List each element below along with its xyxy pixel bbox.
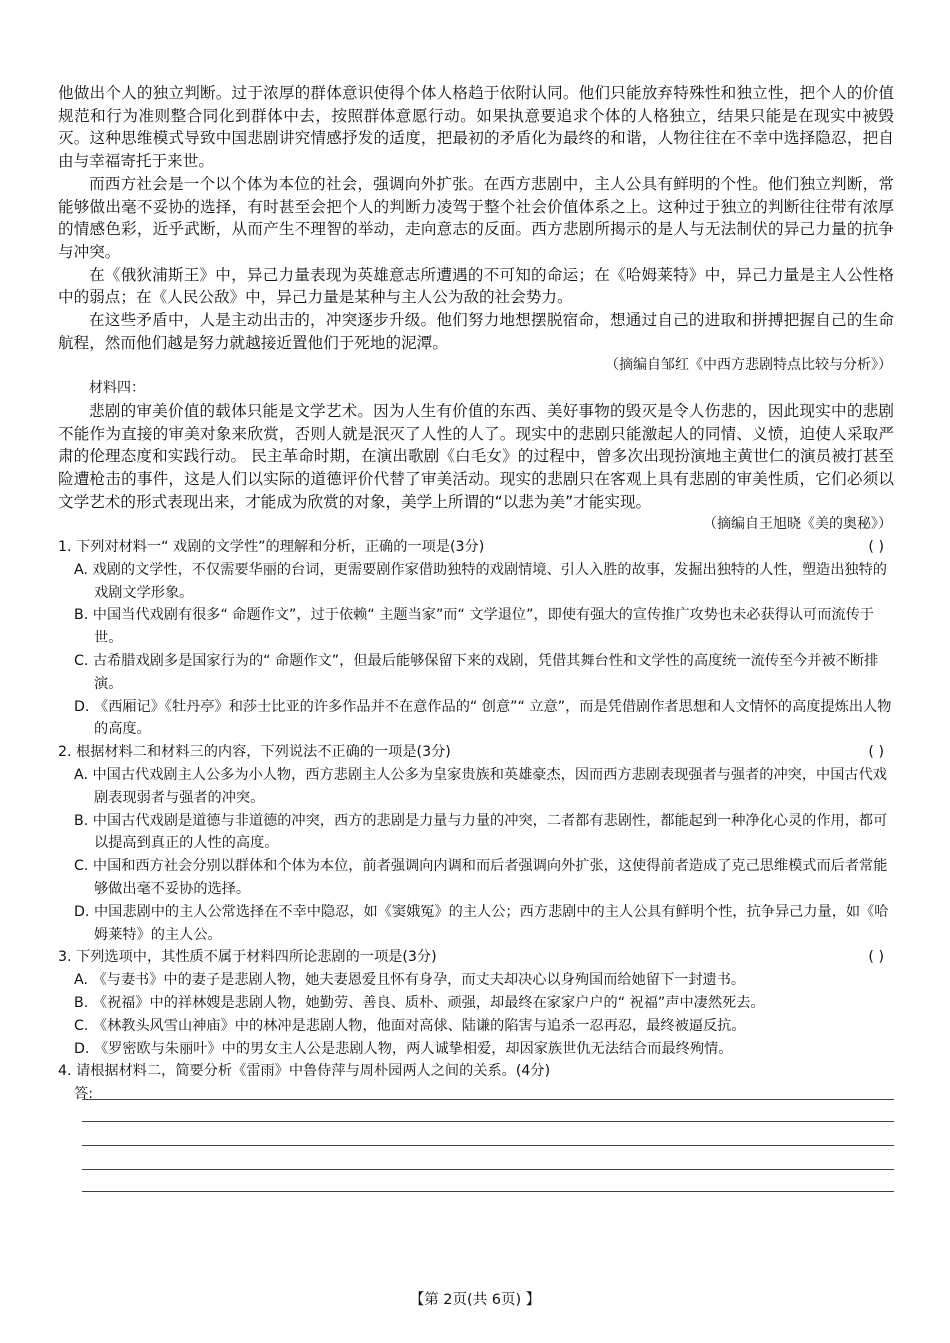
answer-bracket[interactable]: ( ) [868, 744, 884, 761]
option-d[interactable]: D. 中国悲剧中的主人公常选择在不幸中隐忍，如《窦娥冤》的主人公；西方悲剧中的主人公具有鲜明个性，抗争异己力量，如《哈姆莱特》的主人公。 [74, 903, 889, 943]
option-d[interactable]: D. 《西厢记》《牡丹亭》和莎士比亚的许多作品并不在意作品的“ 创意”“ 立意”，而是凭借剧作者思想和人文情怀的高度提炼出人物的高度。 [74, 698, 892, 738]
passage-paragraph-1: 他做出个人的独立判断。过于浓厚的群体意识使得个体人格趋于依附认同。他们只能放弃特殊性和独立性，把个人的价值规范和行为准则整合同化到群体中去，按照群体意愿行动。如果执意要追求个体的人格独立，结果只能是在现实中被毁灭。这种思维模式导致中国悲剧讲究情感抒发的适度，把最初的矛盾化为最终的和谐，人物往往在不幸中选择隐忍，把自由与幸福寄托于来世。 [58, 84, 894, 171]
passage-paragraph-4: 在这些矛盾中，人是主动出击的，冲突逐步升级。他们努力地想摆脱宿命，想通过自己的进取和拼搏把握自己的生命航程，然而他们越是努力就越接近置他们于死地的泥潭。 [58, 311, 894, 352]
answer-line[interactable] [82, 1191, 894, 1192]
option-a[interactable]: A. 中国古代戏剧主人公多为小人物，西方悲剧主人公多为皇家贵族和英雄豪杰，因而西方悲剧表现强者与强者的冲突，中国古代戏剧表现弱者与强者的冲突。 [74, 767, 887, 806]
page-footer: 【第 2页(共 6页) 】 [409, 1292, 541, 1308]
question-stem: 1. 下列对材料一“ 戏剧的文学性”的理解和分析，正确的一项是(3分) [58, 539, 485, 556]
option-b[interactable]: B. 中国古代戏剧是道德与非道德的冲突，西方的悲剧是力量与力量的冲突，二者都有悲剧性，都能起到一种净化心灵的作用，都可以提高到真正的人性的高度。 [74, 812, 888, 852]
material-four-label: 材料四： [89, 380, 145, 397]
answer-line[interactable] [82, 1121, 894, 1122]
answer-area[interactable] [58, 1083, 894, 1193]
option-b[interactable]: B. 《祝福》中的祥林嫂是悲剧人物，她勤劳、善良、质朴、顽强，却最终在家家户户的“ 祝福”声中凄然死去。 [74, 995, 765, 1011]
answer-line[interactable] [82, 1145, 894, 1146]
source-citation-4: （摘编自王旭晓《美的奥秘》） [703, 516, 892, 533]
question-1 [58, 536, 894, 741]
answer-bracket[interactable]: ( ) [868, 949, 884, 966]
exam-page [58, 82, 894, 1193]
option-d[interactable]: D. 《罗密欧与朱丽叶》中的男女主人公是悲剧人物，两人诚挚相爱，却因家族世仇无法结合而最终殉情。 [74, 1040, 733, 1057]
question-4 [58, 1060, 894, 1193]
question-stem: 2. 根据材料二和材料三的内容，下列说法不正确的一项是(3分) [58, 744, 451, 761]
answer-line[interactable] [82, 1099, 894, 1100]
option-c[interactable]: C. 古希腊戏剧多是国家行为的“ 命题作文”，但最后能够保留下来的戏剧，凭借其舞台性和文学性的高度统一流传至今并被不断排演。 [74, 653, 879, 692]
source-citation-3: （摘编自邹红《中西方悲剧特点比较与分析》） [605, 357, 892, 374]
question-stem: 4. 请根据材料二，简要分析《雷雨》中鲁侍萍与周朴园两人之间的关系。(4分) [58, 1063, 551, 1080]
question-3 [58, 946, 894, 1060]
option-c[interactable]: C. 中国和西方社会分别以群体和个体为本位，前者强调向内调和而后者强调向外扩张，这使得前者造成了克己思维模式而后者常能够做出毫不妥协的选择。 [74, 858, 888, 898]
option-b[interactable]: B. 中国当代戏剧有很多“ 命题作文”，过于依赖“ 主题当家”而“ 文学退位”，即使有强大的宣传推广攻势也未必获得认可而流传于世。 [74, 607, 874, 647]
passage-paragraph-2: 而西方社会是一个以个体为本位的社会，强调向外扩张。在西方悲剧中，主人公具有鲜明的个性。他们独立判断，常能够做出毫不妥协的选择，有时甚至会把个人的判断力凌驾于整个社会价值体系之上。这种过于独立的判断往往带有浓厚的情感色彩，近乎武断，从而产生不理智的举动，走向意志的反面。西方悲剧所揭示的是人与无法制伏的异己力量的抗争与冲突。 [58, 174, 894, 261]
question-2 [58, 741, 894, 946]
answer-label: 答: [74, 1086, 93, 1103]
question-stem: 3. 下列选项中，其性质不属于材料四所论悲剧的一项是(3分) [58, 949, 437, 966]
answer-line[interactable] [82, 1169, 894, 1170]
answer-bracket[interactable]: ( ) [868, 539, 884, 556]
option-a[interactable]: A. 《与妻书》中的妻子是悲剧人物，她夫妻恩爱且怀有身孕，而丈夫却决心以身殉国而给她留下一封遗书。 [74, 972, 746, 989]
passage-paragraph-5: 悲剧的审美价值的载体只能是文学艺术。因为人生有价值的东西、美好事物的毁灭是令人伤悲的，因此现实中的悲剧不能作为直接的审美对象来欣赏，否则人就是泯灭了人性的人了。现实中的悲剧只能激起人的同情、义愤，迫使人采取严肃的伦理态度和实践行动。 民主革命时期，在演出歌剧《白毛女》的过程中，曾多次出现扮演地主黄世仁的演员被打甚至险遭枪击的事件，这是人们以实际的道德评价代替了审美活动。现实的悲剧只在客观上具有悲剧的审美性质，它们必须以文学艺术的形式表现出来，才能成为欣赏的对象，美学上所谓的“以悲为美”才能实现。 [58, 401, 894, 511]
passage-paragraph-3: 在《俄狄浦斯王》中，异己力量表现为英雄意志所遭遇的不可知的命运；在《哈姆莱特》中，异己力量是主人公性格中的弱点；在《人民公敌》中，异己力量是某种与主人公为敌的社会势力。 [58, 265, 894, 307]
option-c[interactable]: C. 《林教头风雪山神庙》中的林冲是悲剧人物，他面对高俅、陆谦的陷害与追杀一忍再忍，最终被逼反抗。 [74, 1017, 746, 1034]
option-a[interactable]: A. 戏剧的文学性，不仅需要华丽的台词，更需要剧作家借助独特的戏剧情境、引人入胜的故事，发掘出独特的人性，塑造出独特的戏剧文学形象。 [74, 561, 887, 601]
